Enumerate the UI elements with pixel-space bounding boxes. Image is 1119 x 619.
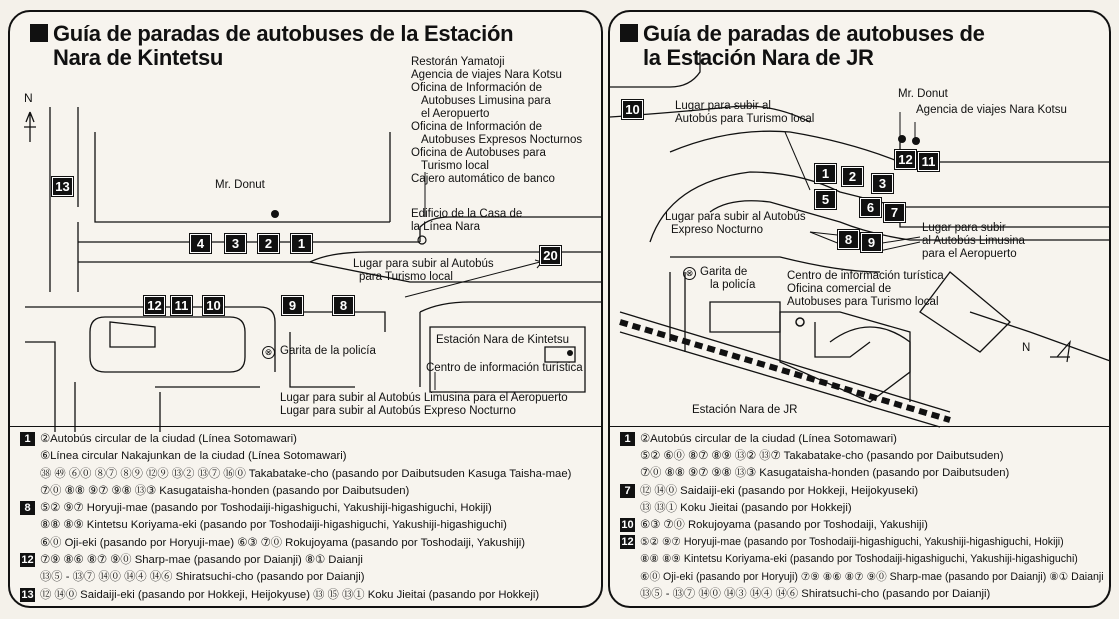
limousine-label-1: Lugar para subir [922, 222, 1006, 234]
edificio-label-2: la Línea Nara [411, 221, 481, 233]
stop-9[interactable]: 9 [282, 296, 303, 315]
stop-12[interactable]: 12 [895, 150, 916, 169]
mr-donut-marker [271, 210, 279, 218]
police-label [700, 266, 755, 292]
tour-bus-label-1: Lugar para subir al Autobús [353, 258, 494, 270]
route-text: ⑧⑧ ⑧⑨ Kintetsu Koriyama-eki (pasando por Toshodaiji-higashiguchi, Yakushiji-higashiguchi) [40, 519, 507, 532]
tour-bus-label-2: para Turismo local [359, 271, 453, 283]
night-office-label-1: Oficina de Información de [411, 121, 543, 133]
stop-11[interactable]: 11 [918, 152, 939, 171]
route-row [610, 483, 1109, 500]
route-text: ⑥③ ⑦⓪ Rokujoyama (pasando por Toshodaiji, Yakushiji) [640, 519, 928, 532]
night-bus-label: Lugar para subir al Autobús Expreso Nocturno [280, 405, 516, 417]
stop-8[interactable]: 8 [838, 230, 859, 249]
north-label: N [1022, 342, 1031, 354]
route-row [610, 431, 1109, 448]
route-text: ⑥⓪ Oji-eki (pasando por Horyuji-mae) ⑥③ ⑦⓪ Rokujoyama (pasando por Toshodaiji, Yakushiji) [40, 536, 526, 549]
route-stop-badge: 8 [20, 501, 35, 515]
stop-3[interactable]: 3 [872, 174, 893, 193]
stop-2[interactable]: 2 [258, 234, 279, 253]
tour-bus-label-1: Lugar para subir al [675, 100, 771, 112]
route-text: ⑥⓪ Oji-eki (pasando por Horyuji) ⑦⑨ ⑧⑥ ⑧⑦ ⑨⓪ Sharp-mae (pasando por Daianji) ⑧① Daianji [640, 570, 1104, 583]
route-text: ⑤② ⑨⑦ Horyuji-mae (pasando por Toshodaiji-higashiguchi, Yakushiji-higashiguchi, Hokiji) [640, 536, 1064, 549]
stop-3[interactable]: 3 [225, 234, 246, 253]
night-bus-label [665, 211, 806, 237]
edificio-label-1: Edificio de la Casa de [411, 208, 523, 220]
route-text: ⑦⓪ ⑧⑧ ⑨⑦ ⑨⑧ ⑬③ Kasugataisha-honden (pasando por Daibutsuden) [40, 484, 410, 497]
north-label: N [24, 91, 33, 105]
tour-office-label-2: Turismo local [421, 160, 489, 172]
route-text: ⑫ ⑭⓪ Saidaiji-eki (pasando por Hokkeji, Heijokyuse) ⑬ ⑮ ⑬① Koku Jieitai (pasando por Hokkeji) [40, 588, 540, 601]
route-row [10, 517, 601, 534]
stop-10[interactable]: 10 [622, 100, 643, 119]
route-stop-badge: 12 [621, 536, 634, 549]
stop-13[interactable]: 13 [52, 177, 73, 196]
edificio-label [411, 208, 522, 234]
buildings-labels [411, 56, 582, 186]
route-text: ⑬⑤ - ⑬⑦ ⑭⓪ ⑭④ ⑭⑥ Shiratsuchi-cho (pasando por Daianji) [40, 571, 365, 584]
mr-donut-label: Mr. Donut [215, 179, 265, 191]
route-row [610, 586, 1109, 603]
stop-7[interactable]: 7 [884, 203, 905, 222]
limousine-office-label-2: Autobuses Limusina para [421, 95, 551, 107]
mr-donut-marker [898, 135, 906, 143]
stop-1[interactable]: 1 [815, 164, 836, 183]
police-label: Garita de la policía [280, 345, 376, 357]
route-stop-badge: 1 [620, 432, 635, 446]
police-label-1: Garita de [700, 266, 748, 278]
jr-title-line2: la Estación Nara de JR [643, 45, 874, 70]
route-row [10, 552, 601, 569]
route-row [610, 534, 1109, 551]
route-stop-badge: 10 [621, 519, 634, 532]
night-office-label-2: Autobuses Expresos Nocturnos [421, 134, 583, 146]
route-stop-badge: 13 [21, 588, 34, 601]
route-stop-badge: 7 [620, 484, 635, 498]
limousine-label [922, 222, 1025, 261]
limousine-label-2: al Autobús Limusina [922, 235, 1025, 247]
route-row [10, 535, 601, 552]
restoran-yamatoji-label: Restorán Yamatoji [411, 56, 505, 68]
limousine-office-label-3: el Aeropuerto [421, 108, 490, 120]
route-text: ⑬⑤ - ⑬⑦ ⑭⓪ ⑭③ ⑭④ ⑭⑥ Shiratsuchi-cho (pasando por Daianji) [640, 587, 991, 600]
route-stop-badge: 1 [20, 432, 35, 446]
route-text: ㊳ ㊾ ⑥⓪ ⑧⑦ ⑧⑨ ⑫⑨ ⑬② ⑬⑦ ⑯⓪ Takabatake-cho (pasando por Daibutsuden Kasuga Taisha-mae) [40, 467, 572, 480]
route-text: ②Autobús circular de la ciudad (Línea Sotomawari) [640, 433, 897, 445]
tour-office-label-1: Oficina de Autobuses para [411, 147, 546, 159]
nara-kotsu-agency-label: Agencia de viajes Nara Kotsu [916, 104, 1067, 116]
route-text: ⑦⓪ ⑧⑧ ⑨⑦ ⑨⑧ ⑬③ Kasugataisha-honden (pasando por Daibutsuden) [640, 467, 1010, 480]
route-row [10, 587, 601, 604]
limousine-label-1: Lugar para subir al Autobús Limusina para el Aeropuerto [280, 392, 568, 404]
limousine-label [280, 392, 568, 418]
route-text: ⑦⑨ ⑧⑥ ⑧⑦ ⑨⓪ Sharp-mae (pasando por Daianji) ⑧① Daianji [40, 554, 363, 567]
police-box-icon: ⊗ [683, 267, 696, 280]
tour-bus-label-2: Autobús para Turismo local [675, 113, 815, 125]
police-label-2: la policía [710, 279, 756, 291]
tour-bus-label [675, 100, 814, 126]
info-center-label-1: Centro de información turística [787, 270, 944, 282]
limousine-office-label-1: Oficina de Información de [411, 82, 543, 94]
route-row [10, 431, 601, 448]
stop-6[interactable]: 6 [860, 198, 881, 217]
stop-8[interactable]: 8 [333, 296, 354, 315]
nara-kotsu-agency-label: Agencia de viajes Nara Kotsu [411, 69, 562, 81]
kintetsu-title-line1: Guía de paradas de autobuses de la Estación [53, 21, 514, 46]
route-row [10, 483, 601, 500]
info-center-marker [567, 350, 573, 356]
police-box-icon: ⊗ [262, 346, 275, 359]
stop-5[interactable]: 5 [815, 190, 836, 209]
stop-10[interactable]: 10 [203, 296, 224, 315]
limousine-label-3: para el Aeropuerto [922, 248, 1017, 260]
route-row [610, 448, 1109, 465]
route-text: ⑤② ⑥⓪ ⑧⑦ ⑧⑨ ⑬② ⑬⑦ Takabatake-cho (pasando por Daibutsuden) [640, 450, 1004, 463]
nara-kotsu-marker [912, 137, 920, 145]
kintetsu-title-line2: Nara de Kintetsu [53, 45, 224, 70]
jr-station-label: Estación Nara de JR [692, 404, 798, 416]
stop-11[interactable]: 11 [171, 296, 192, 315]
kintetsu-station-label: Estación Nara de Kintetsu [436, 334, 569, 346]
info-center-label: Centro de información turística [426, 362, 583, 374]
stop-20[interactable]: 20 [540, 246, 561, 265]
kintetsu-route-list [10, 426, 601, 604]
info-center-label [787, 270, 944, 309]
night-bus-label-2: Expreso Nocturno [671, 224, 764, 236]
route-row [610, 517, 1109, 534]
atm-label: Cajero automático de banco [411, 173, 555, 185]
route-row [610, 465, 1109, 482]
jr-route-list [610, 426, 1109, 603]
jr-bus-stop-guide [608, 10, 1111, 608]
route-text: ⑤② ⑨⑦ Horyuji-mae (pasando por Toshodaiji-higashiguchi, Yakushiji-higashiguchi, Hokiji) [40, 502, 492, 515]
route-row [10, 466, 601, 483]
route-row [610, 551, 1109, 568]
route-text: ⑫ ⑭⓪ Saidaiji-eki (pasando por Hokkeji, Heijokyuseki) [640, 484, 919, 497]
route-row [610, 569, 1109, 586]
route-text: ⑥Línea circular Nakajunkan de la ciudad (Línea Sotomawari) [40, 450, 347, 463]
night-bus-label-1: Lugar para subir al Autobús [665, 211, 806, 223]
route-row [10, 569, 601, 586]
stop-2[interactable]: 2 [842, 167, 863, 186]
stop-9[interactable]: 9 [861, 233, 882, 252]
route-row [10, 448, 601, 465]
route-stop-badge: 12 [21, 554, 34, 567]
route-text: ⑧⑧ ⑧⑨ Kintetsu Koriyama-eki (pasando por Toshodaiji-higashiguchi, Yakushiji-higashiguchi) [640, 553, 1078, 566]
jr-title-line1: Guía de paradas de autobuses de [643, 21, 985, 46]
route-row [10, 500, 601, 517]
route-text: ②Autobús circular de la ciudad (Línea Sotomawari) [40, 433, 297, 445]
mr-donut-label: Mr. Donut [898, 88, 948, 100]
stop-12[interactable]: 12 [144, 296, 165, 315]
route-row [610, 500, 1109, 517]
info-center-label-3: Autobuses para Turismo local [787, 296, 939, 308]
stop-4[interactable]: 4 [190, 234, 211, 253]
stop-1[interactable]: 1 [291, 234, 312, 253]
kintetsu-bus-stop-guide [8, 10, 603, 608]
tour-bus-label [353, 258, 494, 284]
route-text: ⑬ ⑬① Koku Jieitai (pasando por Hokkeji) [640, 501, 852, 514]
info-center-label-2: Oficina comercial de [787, 283, 892, 295]
